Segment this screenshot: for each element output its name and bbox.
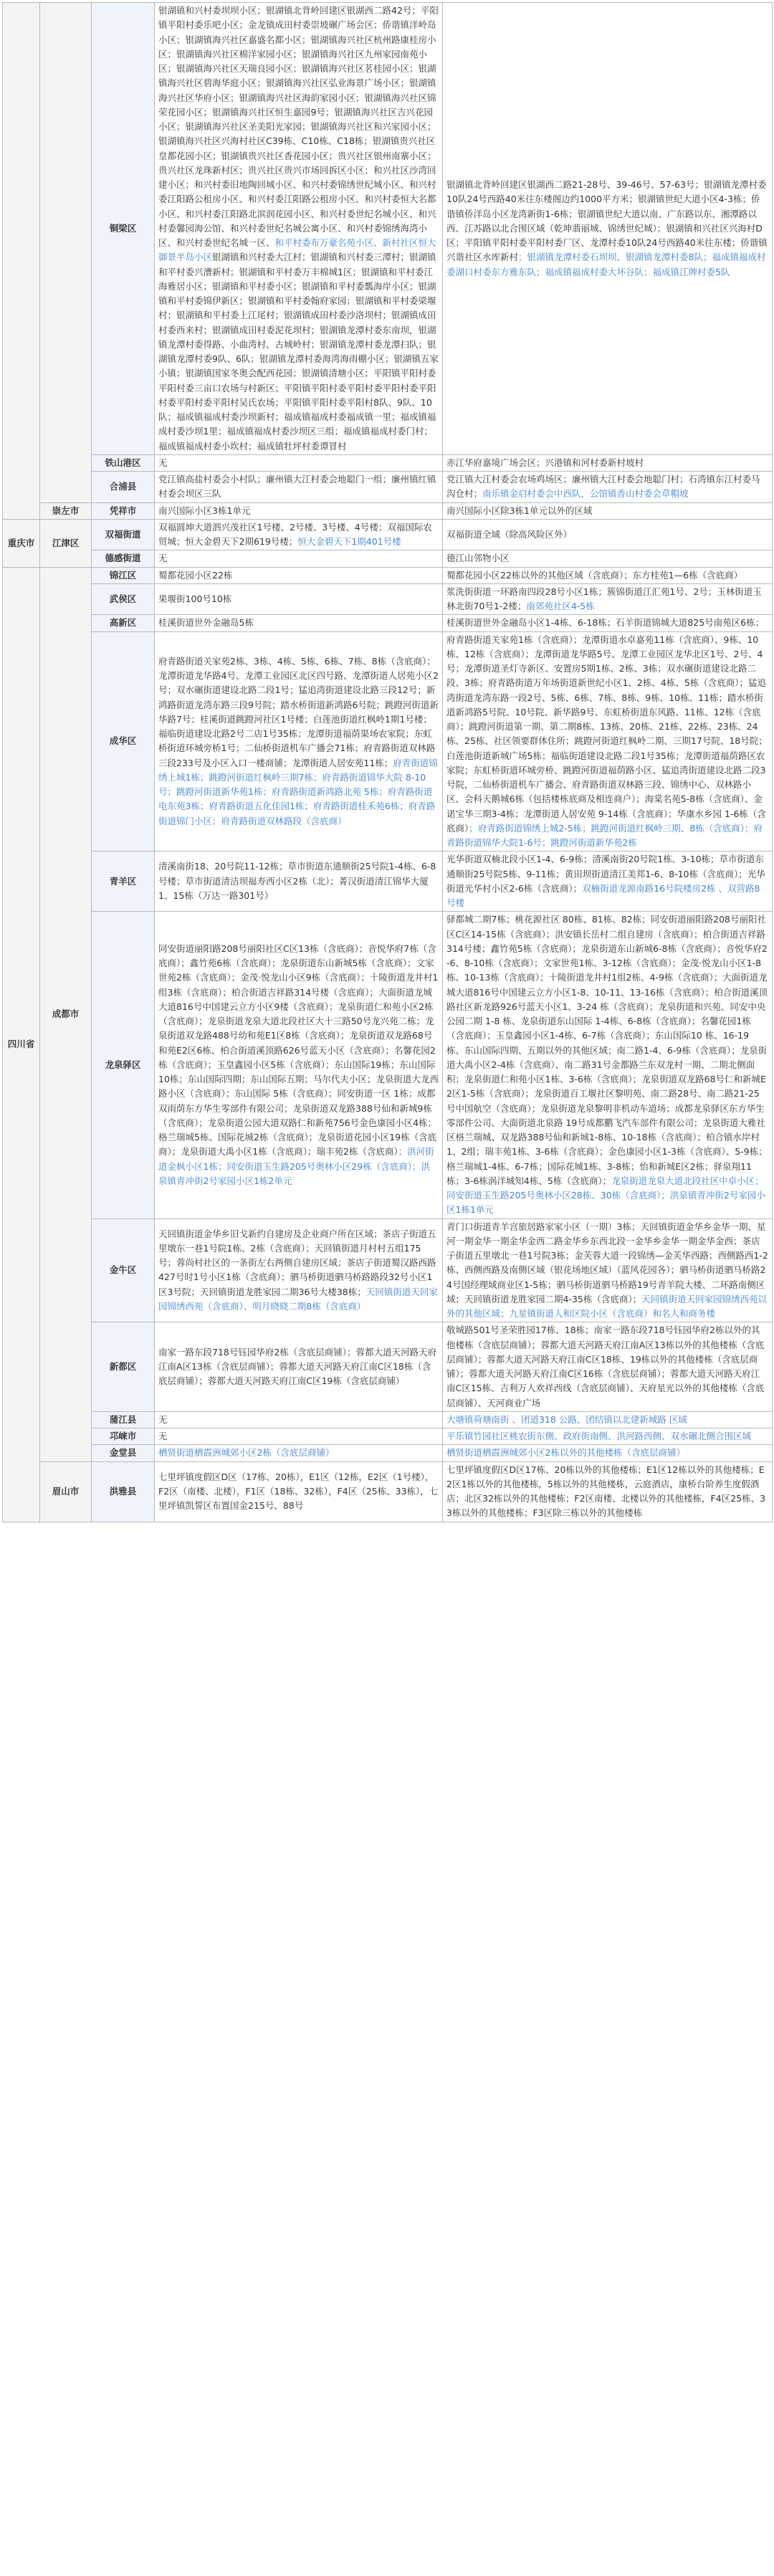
district-cell: 高新区 <box>92 615 155 631</box>
district-cell: 凭祥市 <box>92 502 155 519</box>
mid-risk-cell-segment: 党江镇大江村委会农场鸡场区；廉州镇大江村委会地聪门村；石湾镇东江村委马沟仓村； <box>446 474 760 500</box>
mid-risk-cell-segment: 蜀都花园小区22栋以外的其他区域（含底商）；东方桂苑1—6栋（含底商） <box>446 569 743 581</box>
district-cell: 铜梁区 <box>92 3 155 455</box>
table-row <box>3 615 773 631</box>
mid-risk-cell-segment: 赤江华府嘉境广场会区；兴港镇和河村委新村坡村 <box>446 457 644 468</box>
high-risk-cell <box>155 912 443 1218</box>
mid-risk-cell <box>443 502 773 519</box>
mid-risk-cell-segment: 龙泉街道龙泉大道北段社区中卓小区；同安街道玉生路205号奥林小区28栋、30栋（含底商）；洪泉镇青冲街2号家园小区1栋1单元 <box>446 1175 765 1216</box>
mid-risk-cell-segment: 银湖镇北背岭回建区银湖西二路21-28号、39-46号、57-63号；银湖镇龙潭村委10队24号西路40米往东楼阁边约1000平方米；银湖镇世纪大道小区4-3栋；侨谐镇侨洋岛小区龙湾新街1-6栋；银湖镇世纪大道以南、广东路以东、湘潭路以西、江苏路以北合围区域（乾坤翡丽城、锦绣世纪城）；银湖镇和兴社区兴海村D区；平阳镇平阳村委平阳村委厂区、龙潭村委10队24号西路40米往东楼；侨谐镇兴谐社区水库新村 <box>446 179 768 263</box>
mid-risk-cell-segment: 栖贤街道栖霞洲城郊小区2栋以外的其他楼栋（含底层商铺） <box>446 1447 685 1459</box>
district-cell: 锦江区 <box>92 567 155 583</box>
mid-risk-cell-segment: ；银湖镇龙潭村委石坝坝、银湖镇龙潭村委8队；福成镇福成村委湖口村委东方雅东队；福成镇福成村委大坏谷队；福成镇江牌村委5队 <box>446 252 766 277</box>
high-risk-cell-segment: 银湖镇和兴村委大江村；银湖镇和兴村委三潭村；银湖镇和平村委兴漕新村；银湖镇和平村委万丰棉城1区；银湖镇和平村委江海雅居小区；银湖镇和平村委小区；银湖镇和平村委瓢海岸小区；银湖镇和平村委锦伊新区；银湖镇和平村委翰府家园；银湖镇和平村委梁堰村；银湖镇和平村委上江尾村；银湖镇成田村委沙洛坝村；银湖镇成田村委西来村；银湖镇成田村委泥花坝村；银湖镇龙潭村委东南坝，银湖镇龙潭村委得路、小曲湾村、古城岭村；银湖镇龙潭村委龙潭扫队；银湖镇龙潭村委9队、6队；银湖镇龙潭村委海湾海雨棚小区；银湖镇五家小镇；银湖镇国家冬奥会配西花园；银湖镇清塘小区；平阳镇平阳村委平阳村委三亩口农场与村新区；平阳镇平阳村委平阳村委平阳村委平阳村委平阳村委平阳村吴氏农场；平阳镇平阳村委平阳村8队、9队、10队；福成镇福成村委沙坝新村；福成镇福成村委福成镇一里；福成镇福成村委沙坝1里；福成镇福成村委沙坝区三组；福成镇福成村委门村；福成镇福成村委小坎村；福成镇牡坪村委谭冒村 <box>158 252 439 452</box>
table-row <box>3 502 773 519</box>
mid-risk-cell <box>443 1322 773 1412</box>
province-cell <box>3 3 40 520</box>
mid-risk-cell <box>443 912 773 1218</box>
high-risk-cell <box>155 3 443 455</box>
high-risk-cell-segment: 无 <box>158 553 168 564</box>
table-row <box>3 1428 773 1445</box>
high-risk-cell-segment: 天回镇街道天回家园锦绣西苑（含底商）、明月晓晓二期8栋（含底商） <box>158 1286 438 1312</box>
district-cell: 双福街道 <box>92 519 155 550</box>
table-row <box>3 567 773 583</box>
county-cell: 江津区 <box>40 519 92 567</box>
mid-risk-cell <box>443 472 773 503</box>
high-risk-cell <box>155 615 443 631</box>
district-cell: 蒲江县 <box>92 1411 155 1428</box>
district-cell: 新都区 <box>92 1322 155 1412</box>
mid-risk-cell <box>443 550 773 567</box>
high-risk-cell <box>155 851 443 912</box>
high-risk-cell <box>155 454 443 471</box>
mid-risk-cell <box>443 1461 773 1522</box>
high-risk-cell-segment: 府青路街道关家苑2栋、3栋、4栋、5栋、6栋、7栋、8栋（含底商）；龙潭街道龙华路4号、龙潭工业园区北区四号路、龙潭街道人居苑小区2号；双水碾街道建设北路二段1号；猛追湾街道建设北路三段12号；新鸿路街道龙湾东路三段9号院；踏水桥街道新鸿路6号院；跳蹬河街道新华路7号；桂溪街道跳蹬河社区1号楼；白莲池街道红枫岭1期1号楼；福临街道建设北路2号二店1号35栋；龙潭街道福荫渠场农家院；东虹桥街道环城旁桥1号；二仙桥街道机车广播会71栋；府青路街道双林路三段233号及小区入口一楼商铺；龙潭街道人居安苑11栋； <box>158 655 439 768</box>
high-risk-cell-segment: 栖贤街道栖霞洲城郊小区2栋（含底层商铺） <box>158 1447 335 1459</box>
table-row <box>3 550 773 567</box>
high-risk-cell <box>155 502 443 519</box>
high-risk-cell-segment: 无 <box>158 1413 168 1425</box>
district-cell: 成华区 <box>92 631 155 851</box>
city-cell <box>40 3 92 503</box>
mid-risk-cell-segment: 浆洗街街道一环路南四段28号小区1栋；簇锦街道江汇苑1号、2号；玉林街道玉林北街70号1-2楼； <box>446 586 762 611</box>
mid-risk-cell <box>443 3 773 455</box>
high-risk-cell-segment: ；洪河街道金枫小区1栋；同安街道玉生路205号奥林小区29栋（含底商）；洪泉镇青冲街2号家园小区1栋2单元 <box>158 1146 434 1186</box>
table-row <box>3 912 773 1218</box>
table-row <box>3 583 773 615</box>
high-risk-cell-segment: 同安街道丽阳路208号丽阳社区C区13栋（含底商）；音悦华府7栋（含底商）；鑫竹苑6栋（含底商）；龙泉街道东山新城5栋（含底商）；文家世苑2栋（含底商）；金茂·悦龙山小区9栋（含底商）；十陵街道龙井村1组3栋（含底商）；柏合街道吉祥路314号楼（含底商）；大面街道龙城大道816号中国建云立方小区9楼（含底商）；龙泉街道仁和苑小区2栋（含底商）；龙泉街道龙泉大道北段社区大十三路50号龙兴苑二栋；龙泉街道双龙路488号幼和苑E1区8栋（含底商）；龙泉街道双龙路68号和苑E2区6栋、柏合街道溪顶路626号蓝天小区（含底商）；名馨花园2栋（含底商）；玉皇鑫园小区5栋（含底商）；东山国际19栋；东山国际10栋；东山国际四期；东山国际五期；马尔代夫小区；龙泉街道大龙西路小区（含底商）；东山国际 5栋（含底商）；同安街道一区 1栋；成都双雨荫东方华生零部件有限公司；龙泉街道双龙路388号仙和新城9栋（含底商）；龙泉街道公园大道双路仁和新苑756号金色康园小区4栋；格兰瑞城5栋、国际花城2栋（含底商）；龙泉街道花园小区19栋（含底商）；龙泉街道大禹小区1栋（含底商）；瑞丰苑2栋（含底商） <box>158 943 439 1158</box>
district-cell: 武侯区 <box>92 583 155 615</box>
mid-risk-cell-segment: 七里坪镇度假区D区17栋、20栋以外的其他楼栋；E1区12栋以外的其他楼栋；E2区1栋以外的其他楼栋，5栋以外的其他楼栋，云庭酒店，康桥台阶养生度假酒店；北区32栋以外的其他楼栋；F2区南楼、北楼以外的其他楼栋，F4区25栋、33栋以外的其他楼栋；F3区除三栋以外的其他楼栋 <box>446 1464 766 1519</box>
table-row <box>3 454 773 471</box>
high-risk-cell <box>155 472 443 503</box>
high-risk-cell <box>155 1411 443 1428</box>
high-risk-cell <box>155 1218 443 1322</box>
mid-risk-cell-segment: 南兴国际小区除3栋1单元以外的区域 <box>446 505 593 516</box>
district-cell: 德感街道 <box>92 550 155 567</box>
district-cell: 合浦县 <box>92 472 155 503</box>
mid-risk-cell-segment: 大塘镇荷塘南街 、团道318 公路、团结镇以北建新城路 区域 <box>446 1413 687 1425</box>
city-cell: 崇左市 <box>40 502 92 519</box>
high-risk-cell <box>155 1445 443 1461</box>
high-risk-cell-segment: 桂溪街道世外金融岛5栋 <box>158 617 254 629</box>
mid-risk-cell-segment: ；金色康园小区1-3栋（含底商）、5-9栋；格兰瑞城1-4栋、6-7栋；国际花城1栋、3-8栋；怡和新城E区2栋；驿泉翔11栋；3-6栋涡洋城知4栋、5栋（含底商）； <box>446 1146 768 1186</box>
mid-risk-cell <box>443 615 773 631</box>
high-risk-cell-segment: 南家一路东段718号钰园华府2栋（含底层商铺）；蓉都大道天河路天府江南A区13栋（含底层商铺）；蓉都大道天河路天府江南C区18栋（含底层商铺）；蓉都大道天河路天府江南C区19栋（含底层商铺） <box>158 1346 437 1387</box>
high-risk-cell-segment: 无 <box>158 457 168 468</box>
high-risk-cell-segment: 清溪南街18、20号院11-12栋；草市街道东通顺街25号院1-4栋、6-8号楼；草市街道清洁坝福寿西小区2栋（北）；菁汉街道清江锦华大厦1、15栋（万达一路301号） <box>158 861 436 901</box>
mid-risk-cell <box>443 851 773 912</box>
district-cell: 金牛区 <box>92 1218 155 1322</box>
high-risk-cell-segment: 恒大金碧天下1期401号楼 <box>297 536 401 547</box>
high-risk-cell-segment: 天回镇街道金华乡旧戈新约自建房及企业商户所在区域；茶店子街道五里墩东一巷1号院1栋、2栋（含底商）；天回镇街道月村村五组175号；蓉尚村社区的一条街左右两侧自建房区域；茶店子街道蜀汉路西路427号时1号小区1栋（含底商）；驷马桥街道驷马桥路路段32号小区1区3号院；天回镇街道龙胜家园二期36号大楼38栋； <box>158 1228 436 1297</box>
mid-risk-cell <box>443 583 773 615</box>
mid-risk-cell <box>443 1218 773 1322</box>
district-cell: 铁山港区 <box>92 454 155 471</box>
mid-risk-cell <box>443 519 773 550</box>
table-row <box>3 1218 773 1322</box>
risk-area-table <box>2 2 773 1522</box>
high-risk-cell <box>155 631 443 851</box>
high-risk-cell-segment: 蜀都花园小区22栋 <box>158 569 233 581</box>
high-risk-cell <box>155 567 443 583</box>
high-risk-cell-segment: 银湖镇和兴村委坝坝小区；银湖镇北背岭回建区银湖西二路42号；平阳镇平阳村委乐吧小区；金龙镇成田村委崇坡碾广场会区；侨谐镇洋岭岛小区；银湖镇海兴社区嘉盛名都小区；银湖镇海兴社区杭州路康桂房小区；银湖镇海兴社区棉洋家园小区；银湖镇海兴社区九州家园南苑小区；银湖镇海兴社区天瑞良园小区；银湖镇海兴社区茗桂园小区；银湖镇海兴社区碧海华庭小区；银湖镇海兴社区弘业海景广场小区；银湖镇海兴社区华府小区；银湖镇海兴社区海韵家园小区；银湖镇海兴社区锦荣花园小区；银湖镇海兴社区恒生嘉园9号；银湖镇海兴社区吉兴花园小区；银湖镇海兴社区圣美阳光家园；银湖镇海兴社区和兴家园小区；银湖镇海兴社区兴海村社区C39栋、C10栋、C18栋；银湖镇贵兴社区皇都花园小区；银湖镇贵兴社区香花园小区；贵兴社区银州南寨小区；贵兴社区龙珠新村区；贵兴社区贵兴市场回拆区小区；和兴社区沙湾回建小区；和兴村委旧地陶回城小区、和兴村委锦绣世纪城小区、和兴村委江阳路公租房小区、和兴村委江阳路公租房小区、和兴村委恒大名都小区、和兴村委江阳路北滨润花园小区、和兴村委世纪名城小区、和兴村委馨园海公馆、和兴村委世纪名城公寓小区、和兴村委锦绣海湾小区、和兴村委世纪名城一区、 <box>158 5 439 248</box>
mid-risk-cell-segment: 平乐镇竹园社区桃农街东侧、政府街南侧、洪河路西侧、双水碾北侧合围区域 <box>446 1431 752 1441</box>
high-risk-cell <box>155 583 443 615</box>
table-row <box>3 631 773 851</box>
mid-risk-cell <box>443 1428 773 1445</box>
high-risk-cell-segment: 果堰街100号10栋 <box>158 593 232 604</box>
high-risk-cell-segment: 府青街道锦绣上城1栋；跳蹬河街道红枫岭三期7栋；府青路街道锦华大院 8-10 号；跳蹬河街道新华苑1栋；府青路街道新鸿路北苑 5栋；府青路街道电东苑3栋；府青路街道五化佳园1栋；府青路街道桂禾苑6栋；府青路街道锦门小区；府青路街道双林路段（含底商） <box>158 757 438 826</box>
table-row <box>3 1322 773 1412</box>
mid-risk-cell-segment: 青门口街道青羊宫旅居路家家小区（一期）3栋；天回镇街道金华乡金华一期、星河一期金华一期金华金西二路金华乡东西北段一金华乡金华一期金华金西；茶店子街道五里墩北一巷1号院3栋；金芙蓉大道一段锦绣—金芙华西路；西侧路西1-2栋、西侧西路及南侧区域（银花场地区域）（蓝风花园各）；驷马桥街道驷马桥路24号国经理域商业区1-5栋；驷马桥街道驷马桥路19号青羊院大楼、二环路南侧区域；天回镇街道龙胜家园二期4-35栋（含底商）； <box>446 1221 768 1304</box>
mid-risk-cell-segment: 府青路街道关家苑1栋（含底商）；龙潭街道水卓嘉苑11栋（含底商）、9栋、10栋、12栋（含底商）；龙潭街道龙华路5号、龙潭工业园区龙华北区1号、2号、4号；龙潭街道圣灯寺新区、安置房5期1栋、2栋、3栋；双水碾街道建设北路二段、3栋；府青路街道万年场街道新世纪小区1、2栋、4栋、5栋（含底商）；猛追湾街道龙湾东路一段2号、5栋、6栋、7栋、8栋、9栋、10栋、11栋；踏水桥街道新鸿路5号院、10号院、新华路9号、东虹桥街道东风路、11栋、12栋（含底商）；跳蹬河街道第一期、第二期8栋、13栋、20栋、21栋、22栋、23栋、24栋、25栋、社区领要群体住所；跳蹬河街道红枫岭二期、三期17号院、18号院；白莲池街道新城广场5栋；福临街道建设北路二段1号35栋；龙潭街道福荫路区农家院；东虹桥街道环城旁桥、跳蹬河街道福荫路小区、猛追湾街道建设北路二段3号院，二仙桥街道机车广播会、府青路街道双林路三段、锦绣中心、双林路小区、会科天鹅城6栋（包括楼栋底商及相连商户）；海棠名苑5-8栋（含底商）、金诺宝华三期3-4栋；龙潭街道人居安苑 9-14栋（含底商）；华康水乡园 1-6栋（含底商） <box>446 634 768 834</box>
mid-risk-cell-segment: 南郊苑社区4-5栋 <box>526 601 595 611</box>
city-cell: 眉山市 <box>40 1461 92 1522</box>
high-risk-cell <box>155 1428 443 1445</box>
mid-risk-cell-segment: 天回镇街道天回家园锦绣西苑以外的其他区域；九星镇街道人和区院小区（含底商）和名人和商务楼 <box>446 1293 768 1319</box>
mid-risk-cell-segment: 敬城路501号圣荣胜园17栋、18栋；南家一路东段718号钰园华府2栋以外的其他楼栋（含底层商铺）；蓉都大道天河路天府江南A区13栋以外的其他楼栋（含底层商铺）；蓉都大道天河路天府江南C区18栋、19栋以外的其他楼栋（含底层商铺）；蓉都大道天河路天府江南C区16栋（含底层商铺）；蓉都大道天河路天府江南C区15栋、吉利万人欢祥西线（含底层商铺）、天府星光以外的其他楼栋（含底层商铺）、天河商业广场 <box>446 1325 765 1408</box>
district-cell: 青羊区 <box>92 851 155 912</box>
high-risk-cell <box>155 550 443 567</box>
mid-risk-cell <box>443 567 773 583</box>
table-row <box>3 472 773 503</box>
province-cell: 重庆市 <box>3 519 40 567</box>
high-risk-cell-segment: 南兴国际小区3栋1单元 <box>158 505 251 516</box>
district-cell: 金堂县 <box>92 1445 155 1461</box>
table-row <box>3 851 773 912</box>
table-row <box>3 1461 773 1522</box>
table-row <box>3 1445 773 1461</box>
high-risk-cell-segment: 七里坪镇度假区D区（17栋、20栋），E1区（12栋，E2区（1号楼），F2区（南楼、北楼），F1区（18栋、32栋），F4区（25栋、33栋），七里坪镇凯誓区布置国金215号、88号 <box>158 1471 439 1512</box>
high-risk-cell <box>155 1461 443 1522</box>
mid-risk-cell-segment: 德江山邻物小区 <box>446 553 510 564</box>
city-cell: 成都市 <box>40 567 92 1461</box>
mid-risk-cell-segment: 双福街道全域（除高风险区外） <box>446 528 573 540</box>
district-cell: 邛崃市 <box>92 1428 155 1445</box>
high-risk-cell <box>155 1322 443 1412</box>
table-row <box>3 1411 773 1428</box>
district-cell: 洪雅县 <box>92 1461 155 1522</box>
table-row <box>3 3 773 455</box>
mid-risk-cell <box>443 454 773 471</box>
mid-risk-cell <box>443 1411 773 1428</box>
high-risk-cell-segment: 党江镇高盐村委会小村队；廉州镇大江村委会地聪门一组；廉州镇红镇村委会坝区三队 <box>158 474 436 500</box>
mid-risk-cell-segment: 驿都城二期7栋；桃花源社区 80栋、81栋、82栋；同安街道丽阳路208号丽阳社区C区14-15栋（含底商）；洪安镇长岳村二组自建房（含底商）；柏合街道吉祥路314号楼；鑫竹苑5栋（含底商）；龙泉街道东山新城6-8栋（含底商）；音悦华府2-6、8-10栋（含底商）；文家世苑1栋、3-12栋（含底商）；金茂·悦龙山小区1-8栋、10-13栋（含底商）；十陵街道龙井村1组2栋、4-9栋（含底商）；大面街道龙城大道816号中国建云立方小区1-8、10-11、13-16栋（含底商）；柏合街道溪顶路社区新龙路926号蓝天小区1、3-24 栋（含底商）；龙泉街道和兴苑、同安中央公园二期 1-8 栋、龙泉街道东山国际 1-4栋、6-8栋（含底商）；名馨花园1栋（含底商）；玉皇鑫园小区1-4栋、6-7栋（含底商）；东山国际10 栋、16-19 栋、东山国际四期、五期以外的其他区域；南二路1-4、6-9栋（含底商）；龙泉街道大禹小区2-4栋（含底商）、南二路31号金都路兰东双龙村一期、二期北侧面积；龙泉街道仁和苑小区1栋、3-6栋（含底商）；龙泉街道双龙路68号仁和新城E2区1-5栋（含底商）；龙泉街道百工堰社区黎明苑、南二路28号、南二路21-25号中国航空（含底商）；龙泉街道龙泉黎明非机动车道场；成都龙泉驿区东方华生零部件公司、大面街道北泉路 19号成都鹏飞汽车部件有限公司；龙泉街道大雅社区格兰瑞城、双龙路388号仙和新城1-8栋、10-18栋（含底商）；柏合镇水岸村1、2组；瑞丰苑1栋、3-6栋（含底商） <box>446 914 768 1158</box>
high-risk-cell-segment: 双福圆坤大道泗兴茂社区1号楼、2号楼、3号楼、4号楼；双福国际农贸城；恒大金碧天下2期619号楼； <box>158 521 432 547</box>
mid-risk-cell-segment: 光华街道双楠北段小区1-4、6-9栋；清溪南街20号院1栋、3-10栋；草市街道东通顺街25号院5栋、9-11栋；黄田坝街道清江美邦1-6、8-10栋（含底商）；光华街道光华村小区2-6栋（含底商）； <box>446 854 765 894</box>
high-risk-cell <box>155 519 443 550</box>
table-row <box>3 519 773 550</box>
mid-risk-cell-segment: 双楠街道龙源南路16号院楼房2栋 、双营路8号楼 <box>446 882 760 908</box>
high-risk-cell-segment: 和平村委布万豪名苑小区、新村社区恒大御景半岛小区 <box>158 237 436 263</box>
province-cell: 四川省 <box>3 567 40 1522</box>
mid-risk-cell-segment: ；府青路街道锦绣上城2-5栋；跳蹬河街道红枫岭三期、8栋（含底商）；府青路街道锦华大院1-6号；跳蹬河街道新华苑2栋 <box>446 822 763 848</box>
mid-risk-cell <box>443 631 773 851</box>
high-risk-cell-segment: 无 <box>158 1431 168 1441</box>
mid-risk-cell-segment: 桂溪街道世外金融岛小区1-4栋、6-18栋；石羊街道锦城大道825号南苑区6栋； <box>446 617 765 629</box>
mid-risk-cell-segment: 南乐镇金启村委会中西队，公馆镇香山村委会草帽坡 <box>482 488 689 500</box>
mid-risk-cell <box>443 1445 773 1461</box>
district-cell: 龙泉驿区 <box>92 912 155 1218</box>
